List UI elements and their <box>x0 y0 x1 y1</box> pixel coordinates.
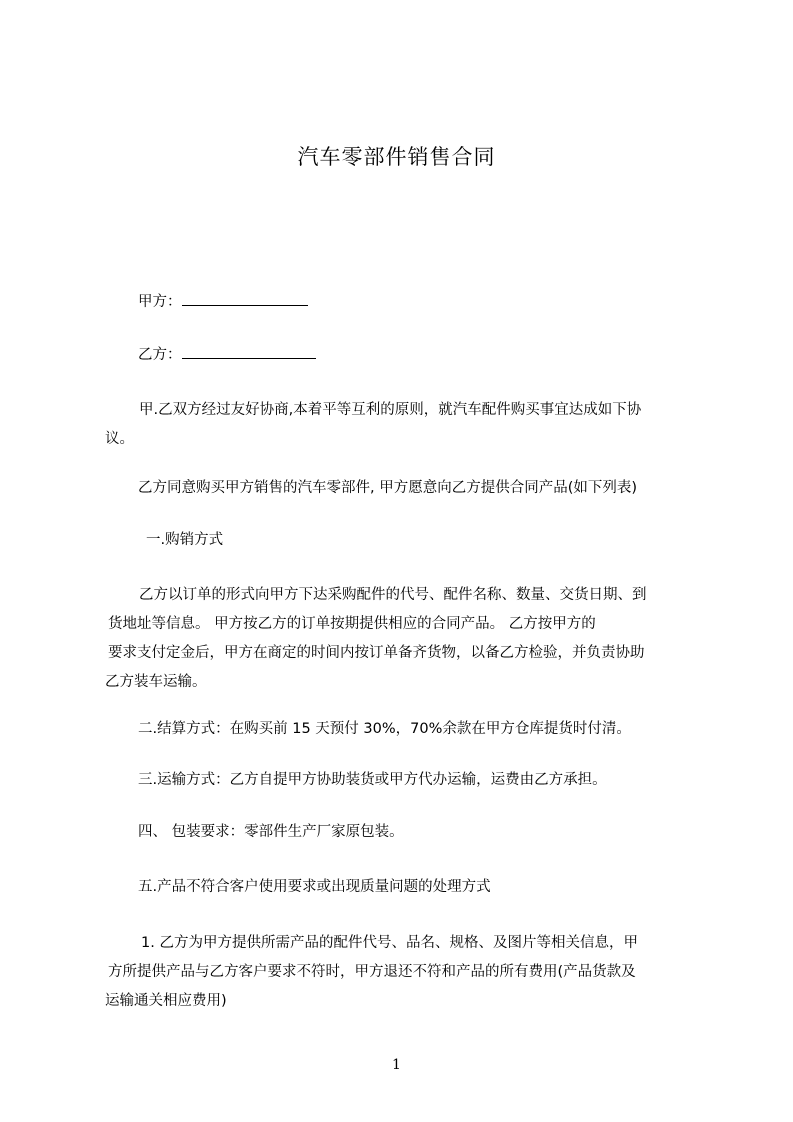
section-1-line: 要求支付定金后，甲方在商定的时间内按订单备齐货物，以备乙方检验，并负责协助 <box>108 645 645 661</box>
intro-line: 议。 <box>105 431 134 447</box>
section-1-body <box>105 581 699 697</box>
section-1-heading: 一.购销方式 <box>146 532 224 548</box>
section-3-paragraph: 三.运输方式：乙方自提甲方协助装货或甲方代办运输，运费由乙方承担。 <box>138 772 607 788</box>
section-5-item-line: 1. 乙方为甲方提供所需产品的配件代号、品名、规格、及图片等相关信息，甲 <box>141 935 638 951</box>
party-a-line <box>138 291 308 312</box>
section-1-line: 货地址等信息。 甲方按乙方的订单按期提供相应的合同产品。 乙方按甲方的 <box>108 616 596 632</box>
statement-paragraph: 乙方同意购买甲方销售的汽车零部件, 甲方愿意向乙方提供合同产品(如下列表) <box>138 480 638 496</box>
party-b-line <box>138 344 316 365</box>
party-b-blank[interactable] <box>182 344 316 359</box>
section-5-item-line: 方所提供产品与乙方客户要求不符时，甲方退还不符和产品的所有费用(产品货款及 <box>108 964 636 980</box>
party-a-label: 甲方： <box>138 294 182 310</box>
page-number: 1 <box>392 1057 401 1073</box>
section-5-heading: 五.产品不符合客户使用要求或出现质量问题的处理方式 <box>138 879 491 895</box>
section-2-paragraph: 二.结算方式：在购买前 15 天预付 30%，70%余款在甲方仓库提货时付清。 <box>138 721 631 737</box>
section-1-line: 乙方装车运输。 <box>105 674 207 690</box>
section-4-paragraph: 四、 包装要求：零部件生产厂家原包装。 <box>138 824 404 840</box>
party-b-label: 乙方： <box>138 347 182 363</box>
section-5-item-line: 运输通关相应费用) <box>105 993 227 1009</box>
document-title: 汽车零部件销售合同 <box>297 145 496 169</box>
intro-line: 甲.乙双方经过友好协商,本着平等互利的原则，就汽车配件购买事宜达成如下协 <box>139 402 642 418</box>
intro-paragraph <box>105 396 699 454</box>
section-1-line: 乙方以订单的形式向甲方下达采购配件的代号、配件名称、数量、交货日期、到 <box>139 587 647 603</box>
section-5-item-1 <box>105 929 699 1016</box>
party-a-blank[interactable] <box>182 291 308 306</box>
